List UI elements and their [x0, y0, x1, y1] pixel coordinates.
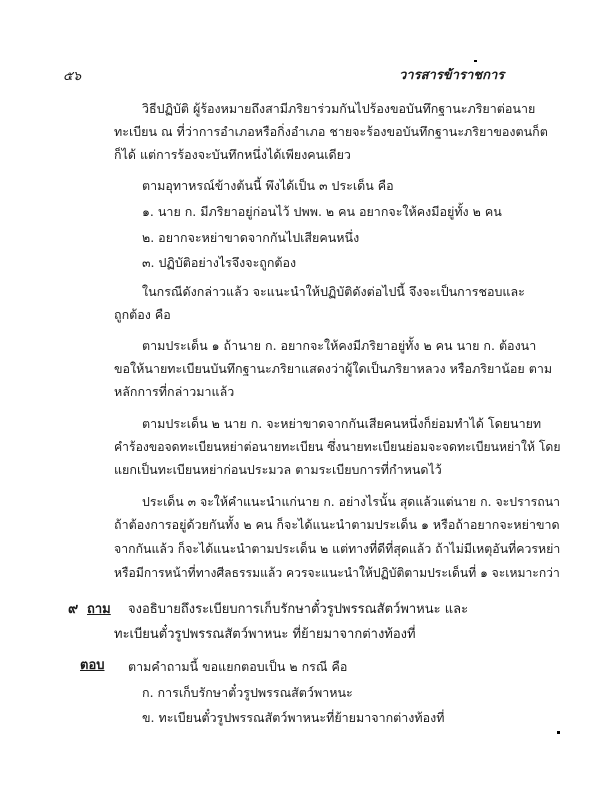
page-number: ๕๖: [63, 69, 82, 84]
body-line: ประเด็น ๓ จะให้คำแนะนำแก่นาย ก. อย่างไรนั้น สุดแล้วแต่นาย ก. จะปรารถนา: [142, 494, 561, 509]
question-line: ทะเบียนตั๋วรูปพรรณสัตว์พาหนะ ที่ย้ายมาจากต่างท้องที่: [114, 627, 416, 642]
body-line: วิธีปฏิบัติ ผู้ร้องหมายถึงสามีภริยาร่วมกันไปร้องขอบันทึกฐานะภริยาต่อนาย: [142, 101, 536, 116]
body-line: จากกันแล้ว ก็จะได้แนะนำตามประเด็น ๒ แต่ทางที่ดีที่สุดแล้ว ถ้าไม่มีเหตุอันที่ควรหย่า: [114, 541, 561, 556]
body-line: ตามอุทาหรณ์ข้างต้นนี้ พึงได้เป็น ๓ ประเด็น คือ: [142, 178, 394, 193]
body-line: แยกเป็นทะเบียนหย่าก่อนประมวล ตามระเบียบการที่กำหนดไว้: [114, 462, 442, 477]
body-line: ขอให้นายทะเบียนบันทึกฐานะภริยาแสดงว่าผู้ใดเป็นภริยาหลวง หรือภริยาน้อย ตาม: [114, 361, 553, 376]
body-line: ถูกต้อง คือ: [114, 307, 171, 322]
scan-speck: [557, 731, 560, 734]
list-item: ๓. ปฏิบัติอย่างไรจึงจะถูกต้อง: [142, 255, 297, 270]
body-line: ทะเบียน ณ ที่ว่าการอำเภอหรือกิ่งอำเภอ ชายจะร้องขอบันทึกฐานะภริยาของตนก็ต: [114, 124, 548, 139]
answer-line: ตามคำถามนี้ ขอแยกตอบเป็น ๒ กรณี คือ: [128, 659, 348, 674]
list-item: ๑. นาย ก. มีภริยาอยู่ก่อนไว้ ปพพ. ๒ คน อยากจะให้คงมีอยู่ทั้ง ๒ คน: [142, 204, 502, 219]
body-line: ตามประเด็น ๒ นาย ก. จะหย่าขาดจากกันเสียคนหนึ่งก็ย่อมทำได้ โดยนายท: [142, 416, 542, 431]
body-line: ในกรณีดังกล่าวแล้ว จะแนะนำให้ปฏิบัติดังต่อไปนี้ จึงจะเป็นการชอบและ: [142, 284, 525, 299]
list-item: ๒. อยากจะหย่าขาดจากกันไปเสียคนหนึ่ง: [142, 230, 360, 245]
question-line: จงอธิบายถึงระเบียบการเก็บรักษาตั๋วรูปพรรณสัตว์พาหนะ และ: [128, 602, 469, 617]
body-line: หลักการที่กล่าวมาแล้ว: [114, 384, 235, 399]
journal-title: วารสารข้าราชการ: [399, 68, 505, 83]
body-line: ตามประเด็น ๑ ถ้านาย ก. อยากจะให้คงมีภริยาอยู่ทั้ง ๒ คน นาย ก. ต้องนา: [142, 338, 537, 353]
question-number: ๙: [68, 601, 79, 617]
body-line: ก็ได้ แต่การร้องจะบันทึกหนึ่งได้เพียงคนเดียว: [114, 147, 351, 162]
scan-speck: [474, 60, 477, 62]
question-label: ถาม: [87, 602, 111, 617]
body-line: คำร้องขอจดทะเบียนหย่าต่อนายทะเบียน ซึ่งนายทะเบียนย่อมจะจดทะเบียนหย่าให้ โดย: [114, 439, 561, 454]
body-line: หรือมีการหน้าที่ทางศีลธรรมแล้ว ควรจะแนะนำให้ปฏิบัติตามประเด็นที่ ๑ จะเหมาะกว่า: [114, 565, 560, 580]
answer-item: ก. การเก็บรักษาตั๋วรูปพรรณสัตว์พาหนะ: [142, 685, 353, 700]
body-line: ถ้าต้องการอยู่ด้วยกันทั้ง ๒ คน ก็จะได้แนะนำตามประเด็น ๑ หรือถ้าอยากจะหย่าขาด: [114, 517, 560, 532]
answer-item: ข. ทะเบียนตั๋วรูปพรรณสัตว์พาหนะที่ย้ายมาจากต่างท้องที่: [142, 710, 445, 725]
answer-label: ตอบ: [80, 658, 105, 673]
